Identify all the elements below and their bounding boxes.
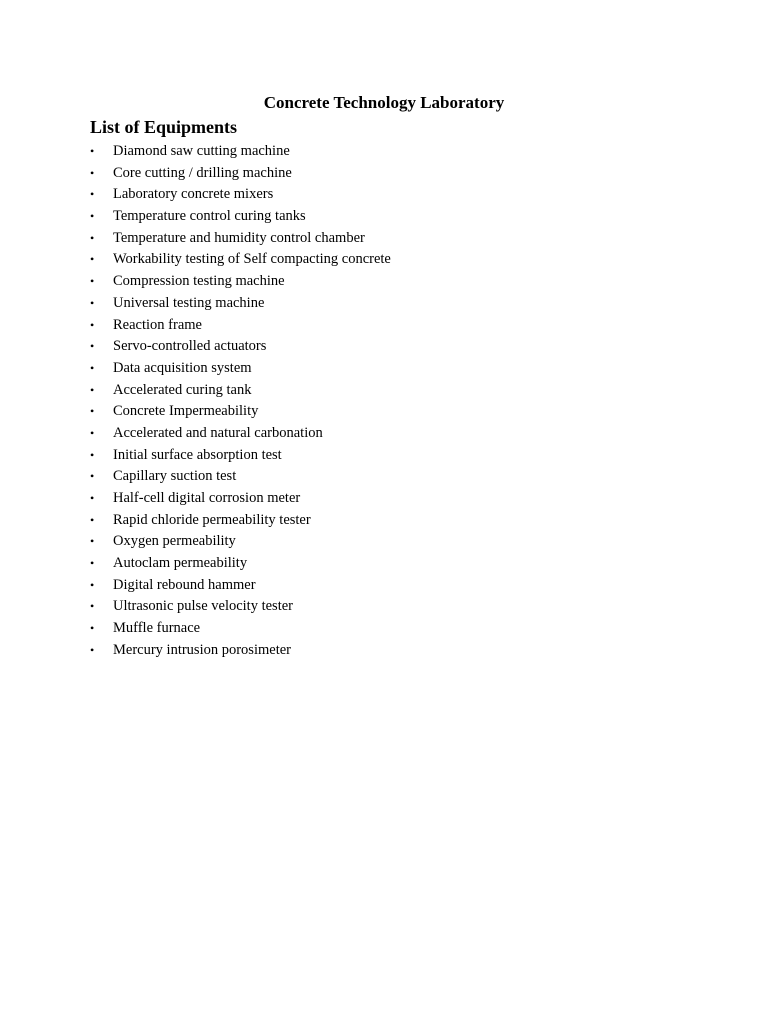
list-item xyxy=(90,618,391,640)
list-item-label: Compression testing machine xyxy=(113,273,285,290)
list-item xyxy=(90,510,391,532)
list-item-label: Muffle furnace xyxy=(113,620,201,637)
list-item-label: Workability testing of Self compacting concrete xyxy=(113,251,391,268)
bullet-icon: • xyxy=(90,599,95,614)
bullet-icon: • xyxy=(90,252,95,267)
bullet-icon: • xyxy=(90,209,95,224)
list-item-label: Digital rebound hammer xyxy=(113,576,256,593)
list-item xyxy=(90,423,391,445)
list-item-label: Half-cell digital corrosion meter xyxy=(113,490,301,506)
bullet-icon: • xyxy=(90,447,95,462)
list-item xyxy=(90,445,391,467)
list-item-label: Capillary suction test xyxy=(113,468,237,485)
list-item-label: Universal testing machine xyxy=(113,294,265,311)
list-item-label: Ultrasonic pulse velocity tester xyxy=(113,598,293,615)
list-item xyxy=(90,315,391,337)
list-item xyxy=(90,141,391,163)
list-item xyxy=(90,184,391,206)
bullet-icon: • xyxy=(90,144,95,158)
list-item xyxy=(90,466,391,488)
bullet-icon: • xyxy=(90,317,95,332)
bullet-icon: • xyxy=(90,469,95,484)
list-item xyxy=(90,640,391,662)
list-item xyxy=(90,380,391,402)
list-item xyxy=(90,271,391,293)
list-item-label: Initial surface absorption test xyxy=(113,446,282,463)
list-item-label: Reaction frame xyxy=(113,316,202,333)
bullet-icon: • xyxy=(90,491,95,505)
list-item-label: Temperature and humidity control chamber xyxy=(113,229,365,246)
list-item-label: Diamond saw cutting machine xyxy=(113,143,290,159)
bullet-icon: • xyxy=(90,274,95,289)
bullet-icon: • xyxy=(90,534,95,549)
bullet-icon: • xyxy=(90,404,95,419)
list-item-label: Laboratory concrete mixers xyxy=(113,186,274,203)
list-item-label: Rapid chloride permeability tester xyxy=(113,511,311,528)
list-item xyxy=(90,358,391,380)
list-item xyxy=(90,228,391,250)
list-item xyxy=(90,596,391,618)
bullet-icon: • xyxy=(90,230,95,245)
list-item xyxy=(90,553,391,575)
list-item-label: Data acquisition system xyxy=(113,359,252,376)
list-item xyxy=(90,206,391,228)
list-item xyxy=(90,293,391,315)
bullet-icon: • xyxy=(90,621,95,636)
bullet-icon: • xyxy=(90,425,95,440)
bullet-icon: • xyxy=(90,382,95,397)
list-item xyxy=(90,336,391,358)
list-item-label: Mercury intrusion porosimeter xyxy=(113,641,291,658)
list-item-label: Oxygen permeability xyxy=(113,533,236,550)
list-item-label: Concrete Impermeability xyxy=(113,403,259,420)
section-heading: List of Equipments xyxy=(90,117,238,137)
list-item-label: Temperature control curing tanks xyxy=(113,208,306,225)
list-item-label: Servo-controlled actuators xyxy=(113,338,267,355)
list-item-label: Core cutting / drilling machine xyxy=(113,164,292,181)
list-item xyxy=(90,531,391,553)
bullet-icon: • xyxy=(90,339,95,354)
bullet-icon: • xyxy=(90,187,95,202)
list-item-label: Accelerated and natural carbonation xyxy=(113,424,323,441)
bullet-icon: • xyxy=(90,360,95,375)
bullet-icon: • xyxy=(90,577,95,592)
bullet-icon: • xyxy=(90,512,95,527)
bullet-icon: • xyxy=(90,295,95,310)
list-item xyxy=(90,249,391,271)
list-item xyxy=(90,575,391,597)
list-item xyxy=(90,163,391,185)
bullet-icon: • xyxy=(90,165,95,180)
list-item-label: Accelerated curing tank xyxy=(113,381,252,398)
list-item-label: Autoclam permeability xyxy=(113,555,248,572)
list-item xyxy=(90,401,391,423)
bullet-icon: • xyxy=(90,556,95,571)
page-title: Concrete Technology Laboratory xyxy=(263,93,505,112)
equipment-list xyxy=(90,141,391,662)
list-item xyxy=(90,488,391,510)
bullet-icon: • xyxy=(90,642,95,657)
